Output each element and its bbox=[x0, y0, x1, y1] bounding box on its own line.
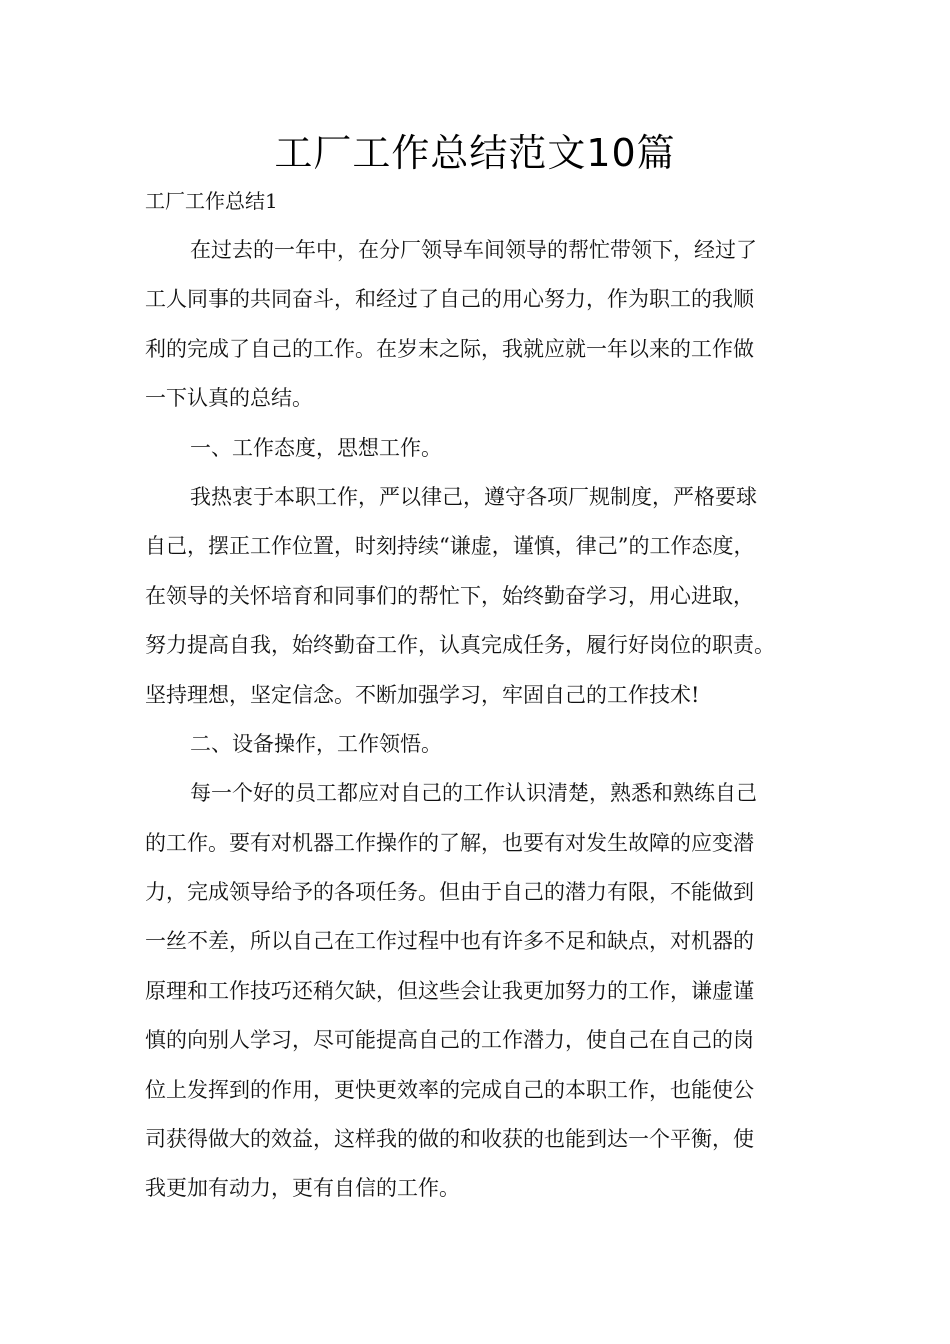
document-body bbox=[145, 230, 825, 1218]
paragraph-line: 坚持理想，坚定信念。不断加强学习，牢固自己的工作技术! bbox=[145, 682, 700, 707]
paragraph-line: 一下认真的总结。 bbox=[145, 386, 313, 411]
paragraph-line: 每一个好的员工都应对自己的工作认识清楚，熟悉和熟练自己 bbox=[190, 781, 757, 806]
paragraph-line: 一丝不差，所以自己在工作过程中也有许多不足和缺点，对机器的 bbox=[145, 929, 754, 954]
paragraph-line: 慎的向别人学习，尽可能提高自己的工作潜力，使自己在自己的岗 bbox=[145, 1028, 754, 1053]
paragraph-line: 的工作。要有对机器工作操作的了解，也要有对发生故障的应变潜 bbox=[145, 830, 754, 855]
section-heading-1: 一、工作态度，思想工作。 bbox=[190, 435, 442, 460]
paragraph-line: 自己，摆正工作位置，时刻持续“谦虚，谨慎，律己”的工作态度， bbox=[145, 534, 755, 559]
paragraph-line: 位上发挥到的作用，更快更效率的完成自己的本职工作，也能使公 bbox=[145, 1077, 754, 1102]
paragraph-line: 我热衷于本职工作，严以律己，遵守各项厂规制度，严格要球 bbox=[190, 484, 757, 509]
paragraph-line: 工人同事的共同奋斗，和经过了自己的用心努力，作为职工的我顺 bbox=[145, 287, 754, 312]
document-title: 工厂工作总结范文10篇 bbox=[274, 131, 676, 175]
paragraph-line: 原理和工作技巧还稍欠缺，但这些会让我更加努力的工作，谦虚谨 bbox=[145, 978, 754, 1003]
paragraph-line: 司获得做大的效益，这样我的做的和收获的也能到达一个平衡，使 bbox=[145, 1127, 754, 1152]
paragraph-line: 力，完成领导给予的各项任务。但由于自己的潜力有限，不能做到 bbox=[145, 880, 754, 905]
paragraph-line: 利的完成了自己的工作。在岁末之际，我就应就一年以来的工作做 bbox=[145, 336, 754, 361]
section-subheading: 工厂工作总结1 bbox=[145, 189, 278, 213]
paragraph-line: 我更加有动力，更有自信的工作。 bbox=[145, 1176, 460, 1201]
paragraph-line: 在领导的关怀培育和同事们的帮忙下，始终勤奋学习，用心进取， bbox=[145, 583, 754, 608]
section-heading-2: 二、设备操作，工作领悟。 bbox=[190, 731, 442, 756]
paragraph-line: 努力提高自我，始终勤奋工作，认真完成任务，履行好岗位的职责。 bbox=[145, 633, 775, 658]
paragraph-line: 在过去的一年中，在分厂领导车间领导的帮忙带领下，经过了 bbox=[190, 238, 757, 262]
